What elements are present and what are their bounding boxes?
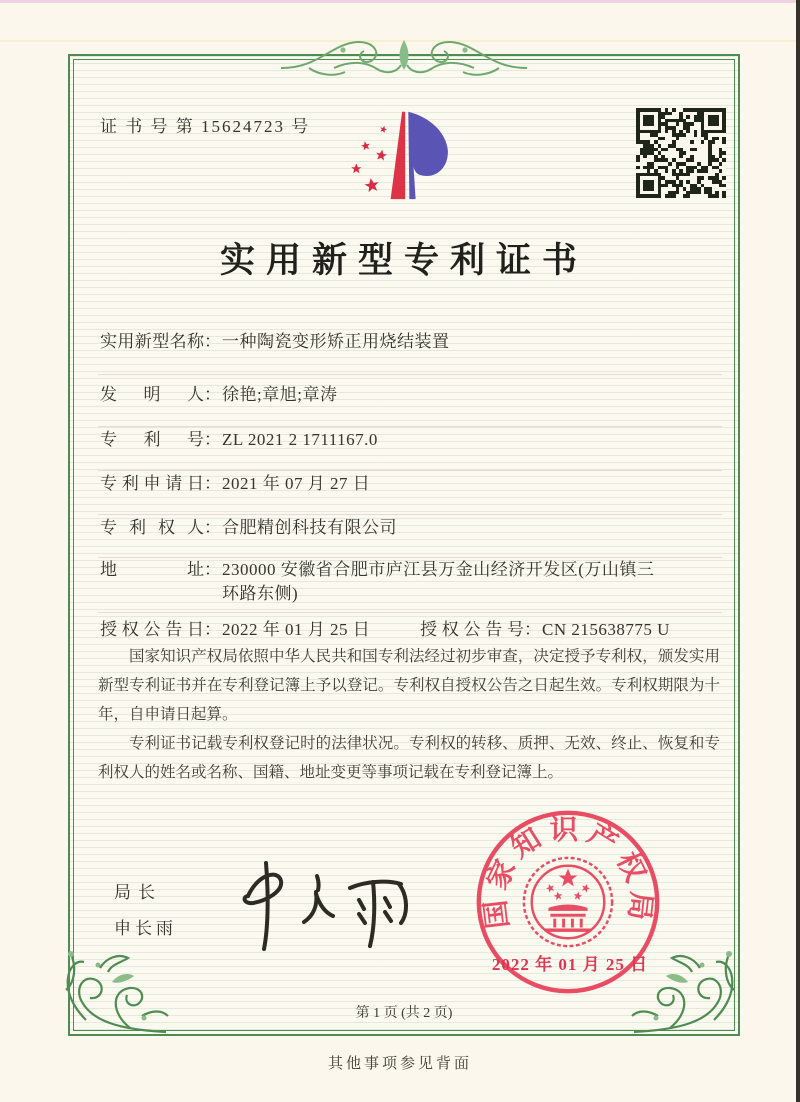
field-row-patentee xyxy=(100,516,722,540)
scan-edge-right xyxy=(796,0,800,1102)
field-value: 2021 年 07 月 27 日 xyxy=(222,474,371,493)
field-value: 230000 安徽省合肥市庐江县万金山经济开发区(万山镇三环路东侧) xyxy=(222,560,655,603)
seal-text: 国家知识产权局 xyxy=(479,815,657,931)
field-row-inventors xyxy=(100,383,722,407)
field-colon: ： xyxy=(524,620,541,639)
field-colon: ： xyxy=(204,430,221,449)
field-label: 专利权人 xyxy=(100,518,204,537)
field-label: 授权公告号 xyxy=(420,620,524,639)
grant-number-group xyxy=(420,618,670,642)
field-value: 合肥精创科技有限公司 xyxy=(222,518,397,537)
certificate-number: 证 书 号 第 15624723 号 xyxy=(100,117,311,136)
commissioner-title: 局长 xyxy=(114,883,162,902)
field-value: 2022 年 01 月 25 日 xyxy=(222,620,371,639)
seal-date: 2022 年 01 月 25 日 xyxy=(491,955,649,974)
field-underline xyxy=(98,514,722,515)
certificate-title: 实用新型专利证书 xyxy=(219,241,588,280)
cnipa-logo-icon xyxy=(348,108,452,208)
field-underline xyxy=(98,612,722,613)
qr-code xyxy=(636,108,726,198)
field-underline xyxy=(98,470,722,471)
legal-paragraphs xyxy=(98,642,720,787)
corner-flourish-icon xyxy=(54,938,172,1044)
logo-red-wedge xyxy=(391,112,406,199)
field-row-address xyxy=(100,558,722,606)
field-colon: ： xyxy=(204,385,221,404)
field-value: CN 215638775 U xyxy=(542,620,670,639)
field-label: 实用新型名称 xyxy=(100,332,204,351)
field-colon: ： xyxy=(204,518,221,537)
commissioner-name: 申长雨 xyxy=(114,919,177,938)
field-value: 徐艳;章旭;章涛 xyxy=(222,385,338,404)
paragraph-register-statement: 专利证书记载专利权登记时的法律状况。专利权的转移、质押、无效、终止、恢复和专利权人的姓名或名称、国籍、地址变更等事项记载在专利登记簿上。 xyxy=(98,735,720,781)
page-number: 第 1 页 (共 2 页) xyxy=(355,1006,453,1021)
field-label: 发明人 xyxy=(100,385,204,404)
logo-blue-p xyxy=(408,112,448,199)
field-label: 专利申请日 xyxy=(100,474,204,493)
field-underline xyxy=(98,374,722,375)
logo-stars xyxy=(351,125,388,193)
field-colon: ： xyxy=(204,474,221,493)
field-label: 专利号 xyxy=(100,430,204,449)
seal-emblem xyxy=(524,858,612,946)
field-label: 地址 xyxy=(100,560,204,579)
field-label: 授权公告日 xyxy=(100,620,204,639)
field-row-grant xyxy=(100,618,722,642)
field-colon: ： xyxy=(204,620,221,639)
field-row-patent-no xyxy=(100,428,722,452)
scan-edge-top xyxy=(0,0,800,3)
field-row-name xyxy=(100,330,722,354)
back-note: 其他事项参见背面 xyxy=(327,1056,472,1072)
field-value: 一种陶瓷变形矫正用烧结装置 xyxy=(222,332,450,351)
field-value: ZL 2021 2 1711167.0 xyxy=(222,430,378,449)
field-row-filing-date xyxy=(100,472,722,496)
paragraph-grant-statement: 国家知识产权局依照中华人民共和国专利法经过初步审查，决定授予专利权，颁发实用新型专利证书并在专利登记簿上予以登记。专利权自授权公告之日起生效。专利权期限为十年，自申请日起算。 xyxy=(98,648,720,723)
field-underline xyxy=(98,426,722,427)
commissioner-signature xyxy=(220,856,435,956)
field-colon: ： xyxy=(204,332,221,351)
field-colon: ： xyxy=(204,560,221,579)
top-ornament-icon xyxy=(279,28,529,82)
